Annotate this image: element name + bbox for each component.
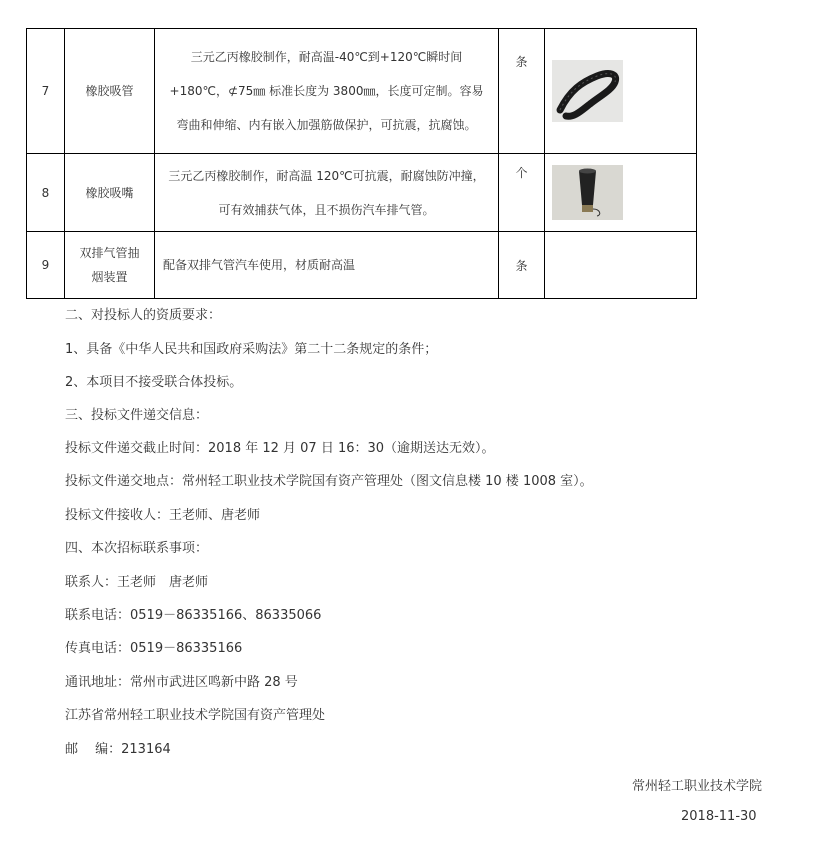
item-unit: 个 <box>499 154 545 232</box>
qualification-item: 2、本项目不接受联合体投标。 <box>65 375 243 390</box>
row-number: 7 <box>27 29 65 154</box>
item-name-line: 烟装置 <box>91 270 128 284</box>
description-line: +180℃，⊄75㎜ 标准长度为 3800㎜，长度可定制。容易 <box>169 84 484 98</box>
qualification-heading: 二、对投标人的资质要求： <box>65 308 222 323</box>
submission-place: 投标文件递交地点：常州轻工职业技术学院国有资产管理处（图文信息楼 10 楼 1008 室）。 <box>65 474 593 489</box>
item-description <box>155 29 499 154</box>
item-name-line: 双排气管抽 <box>79 246 140 260</box>
qualification-item: 1、具备《中华人民共和国政府采购法》第二十二条规定的条件； <box>65 342 438 357</box>
description-line: 三元乙丙橡胶制作，耐高温-40℃到+120℃瞬时间 <box>190 50 463 64</box>
signature-date: 2018-11-30 <box>681 809 757 824</box>
contact-heading: 四、本次招标联系事项： <box>65 541 209 556</box>
description-line: 弯曲和伸缩、内有嵌入加强筋做保护，可抗震，抗腐蚀。 <box>176 118 477 132</box>
item-name-line: 橡胶吸管 <box>85 84 134 98</box>
signature-org: 常州轻工职业技术学院 <box>632 779 763 794</box>
contact-organization: 江苏省常州轻工职业技术学院国有资产管理处 <box>65 708 326 723</box>
submission-deadline: 投标文件递交截止时间：2018 年 12 月 07 日 16：30（逾期送达无效）。 <box>65 441 495 456</box>
table-row <box>27 29 697 154</box>
item-description <box>155 232 499 299</box>
contact-postcode: 邮 编：213164 <box>65 742 171 757</box>
hose-image <box>552 60 623 122</box>
contact-fax: 传真电话：0519－86335166 <box>65 641 243 656</box>
row-number: 8 <box>27 154 65 232</box>
item-description <box>155 154 499 232</box>
item-name-line: 橡胶吸嘴 <box>85 185 134 200</box>
submission-heading: 三、投标文件递交信息： <box>65 408 209 423</box>
contact-address: 通讯地址：常州市武进区鸣新中路 28 号 <box>65 675 298 690</box>
submission-receiver: 投标文件接收人：王老师、唐老师 <box>65 508 261 523</box>
contact-phone: 联系电话：0519－86335166、86335066 <box>65 608 322 623</box>
contact-person: 联系人：王老师 唐老师 <box>65 575 209 590</box>
item-image-cell <box>545 232 697 299</box>
table-row <box>27 232 697 299</box>
black-hose-icon <box>552 60 623 122</box>
item-name <box>65 232 155 299</box>
description-line: 可有效捕获气体，且不损伤汽车排气管。 <box>218 202 435 217</box>
item-unit: 条 <box>499 232 545 299</box>
item-name <box>65 29 155 154</box>
item-image-cell <box>545 29 697 154</box>
nozzle-image <box>552 165 623 220</box>
item-image-cell <box>545 154 697 232</box>
items-table <box>26 28 697 299</box>
item-name <box>65 154 155 232</box>
description-line: 三元乙丙橡胶制作，耐高温 120℃可抗震，耐腐蚀防冲撞， <box>168 168 485 183</box>
description-line: 配备双排气管汽车使用，材质耐高温 <box>163 258 356 272</box>
item-unit: 条 <box>499 29 545 154</box>
rubber-nozzle-icon <box>552 165 623 220</box>
table-row <box>27 154 697 232</box>
row-number: 9 <box>27 232 65 299</box>
